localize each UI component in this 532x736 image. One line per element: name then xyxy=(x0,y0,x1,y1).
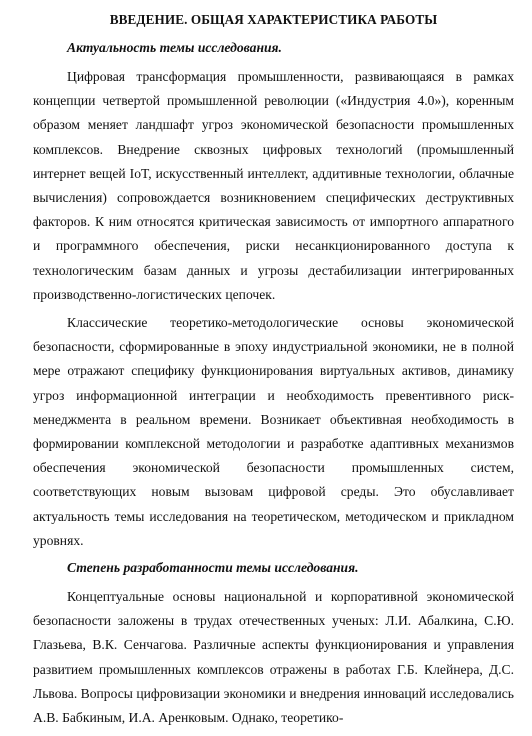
section-heading-degree-of-development: Степень разработанности темы исследования. xyxy=(67,560,359,576)
document-title: ВВЕДЕНИЕ. ОБЩАЯ ХАРАКТЕРИСТИКА РАБОТЫ xyxy=(109,12,438,27)
body-paragraph: Классические теоретико-методологические основы экономической безопасности, сформированные в эпоху индустриальной экономики, не в полной мере отражают специфику функционирования виртуальных активов, динамику угроз информационной интеграции и необходимость превентивного риск-менеджмента в реальном времени. Возникает объективная необходимость в формировании комплексной методологии и разработке адаптивных механизмов обеспечения экономической безопасности промышленных систем, соответствующих новым вызовам цифровой среды. Это обуславливает актуальность темы исследования на теоретическом, методическом и прикладном уровнях. xyxy=(33,315,514,548)
body-paragraph: Концептуальные основы национальной и корпоративной экономической безопасности заложены в трудах отечественных ученых: Л.И. Абалкина, С.Ю. Глазьева, В.К. Сенчагова. Различные аспекты функционирования и управления развитием промышленных комплексов отражены в работах Г.Б. Клейнера, Д.С. Львова. Вопросы цифровизации экономики и внедрения инноваций исследовались А.В. Бабкиным, И.А. Аренковым. Однако, теоретико- xyxy=(33,589,514,726)
body-paragraph: Цифровая трансформация промышленности, развивающаяся в рамках концепции четвертой промышленной революции («Индустрия 4.0»), коренным образом меняет ландшафт угроз экономической безопасности промышленных комплексов. Внедрение сквозных цифровых технологий (промышленный интернет вещей IoT, искусственный интеллект, аддитивные технологии, облачные вычисления) сопровождается возникновением специфических деструктивных факторов. К ним относятся критическая зависимость от импортного аппаратного и программного обеспечения, риски несанкционированного доступа к технологическим базам данных и угрозы дестабилизации интегрированных производственно-логистических цепочек. xyxy=(33,69,514,302)
section-heading-relevance: Актуальность темы исследования. xyxy=(67,40,282,55)
